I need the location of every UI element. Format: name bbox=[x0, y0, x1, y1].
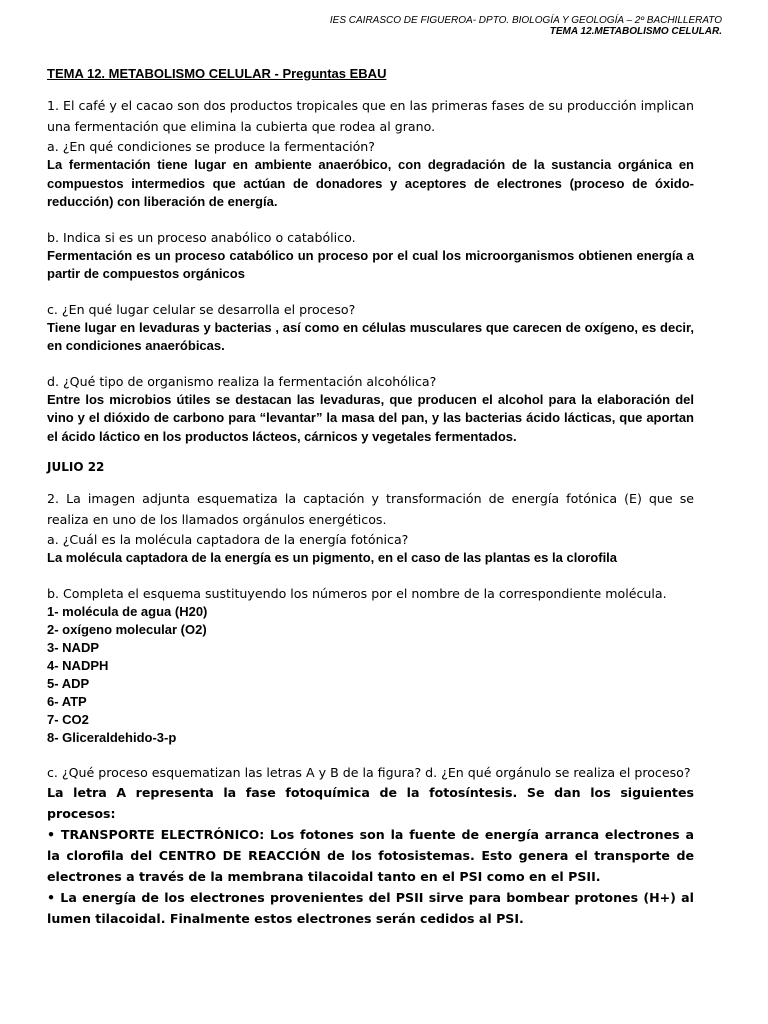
question-1a: a. ¿En qué condiciones se produce la fermentación? bbox=[47, 139, 375, 154]
list-item: 1- molécula de agua (H20) bbox=[47, 603, 208, 619]
list-item: 3- NADP bbox=[47, 639, 100, 655]
answer-2cd-intro: La letra A representa la fase fotoquímica de la fotosíntesis. Se dan los siguientes procesos: bbox=[47, 784, 694, 821]
question-1b: b. Indica si es un proceso anabólico o catabólico. bbox=[47, 229, 356, 245]
answer-1a: La fermentación tiene lugar en ambiente anaeróbico, con degradación de la sustancia orgánica en compuestos intermedios que actúan de donadores y aceptores de electrones (proceso de óxido-reducción) con liberación de energía. bbox=[47, 157, 694, 209]
answer-2a: La molécula captadora de la energía es un pigmento, en el caso de las plantas es la clorofila bbox=[47, 550, 618, 565]
page-title: TEMA 12. METABOLISMO CELULAR - Preguntas EBAU bbox=[47, 66, 387, 81]
question-2cd: c. ¿Qué proceso esquematizan las letras A y B de la figura? d. ¿En qué orgánulo se realiza el proceso? bbox=[47, 764, 691, 780]
question-2: 2. La imagen adjunta esquematiza la captación y transformación de energía fotónica (E) que se realiza en uno de los llamados orgánulos energéticos. bbox=[47, 491, 694, 527]
header-line-1: IES CAIRASCO DE FIGUEROA- DPTO. BIOLOGÍA Y GEOLOGÍA – 2º BACHILLERATO bbox=[329, 15, 722, 26]
question-2a: a. ¿Cuál es la molécula captadora de la energía fotónica? bbox=[47, 532, 409, 547]
molecule-list bbox=[47, 603, 694, 747]
answer-1b: Fermentación es un proceso catabólico un proceso por el cual los microorganismos obtienen energía a partir de compuestos orgánicos bbox=[47, 247, 694, 281]
answer-2cd-bullet-2: • La energía de los electrones provenientes del PSII sirve para bombear protones (H+) al lumen tilacoidal. Finalmente estos electrones serán cedidos al PSI. bbox=[47, 889, 694, 926]
answer-1c: Tiene lugar en levaduras y bacterias , así como en células musculares que carecen de oxígeno, es decir, en condiciones anaeróbicas. bbox=[47, 319, 694, 353]
question-1: 1. El café y el cacao son dos productos tropicales que en las primeras fases de su producción implican una fermentación que elimina la cubierta que rodea al grano. bbox=[47, 98, 694, 134]
list-item: 7- CO2 bbox=[47, 711, 89, 727]
page-header bbox=[330, 15, 722, 37]
answer-2cd-bullet-1: • TRANSPORTE ELECTRÓNICO: Los fotones son la fuente de energía arranca electrones a la clorofila del CENTRO DE REACCIÓN de los fotosistemas. Esto genera el transporte de electrones a través de la membrana tilacoidal tanto en el PSI como en el PSII. bbox=[47, 826, 694, 884]
header-line-2: TEMA 12.METABOLISMO CELULAR. bbox=[549, 26, 722, 37]
list-item: 4- NADPH bbox=[47, 657, 109, 673]
question-2b: b. Completa el esquema sustituyendo los números por el nombre de la correspondiente molécula. bbox=[47, 585, 667, 601]
question-1c: c. ¿En qué lugar celular se desarrolla el proceso? bbox=[47, 301, 356, 317]
exam-date-label: JULIO 22 bbox=[47, 460, 105, 474]
list-item: 6- ATP bbox=[47, 693, 87, 709]
list-item: 2- oxígeno molecular (O2) bbox=[47, 621, 207, 637]
question-1d: d. ¿Qué tipo de organismo realiza la fermentación alcohólica? bbox=[47, 373, 437, 389]
document-body bbox=[47, 66, 694, 929]
list-item: 5- ADP bbox=[47, 675, 90, 691]
answer-1d: Entre los microbios útiles se destacan las levaduras, que producen el alcohol para la elaboración del vino y el dióxido de carbono para “levantar” la masa del pan, y las bacterias ácido lácticas, que aportan el ácido láctico en los productos lácteos, cárnicos y vegetales fermentados. bbox=[47, 391, 694, 444]
list-item: 8- Gliceraldehido-3-p bbox=[47, 729, 177, 745]
